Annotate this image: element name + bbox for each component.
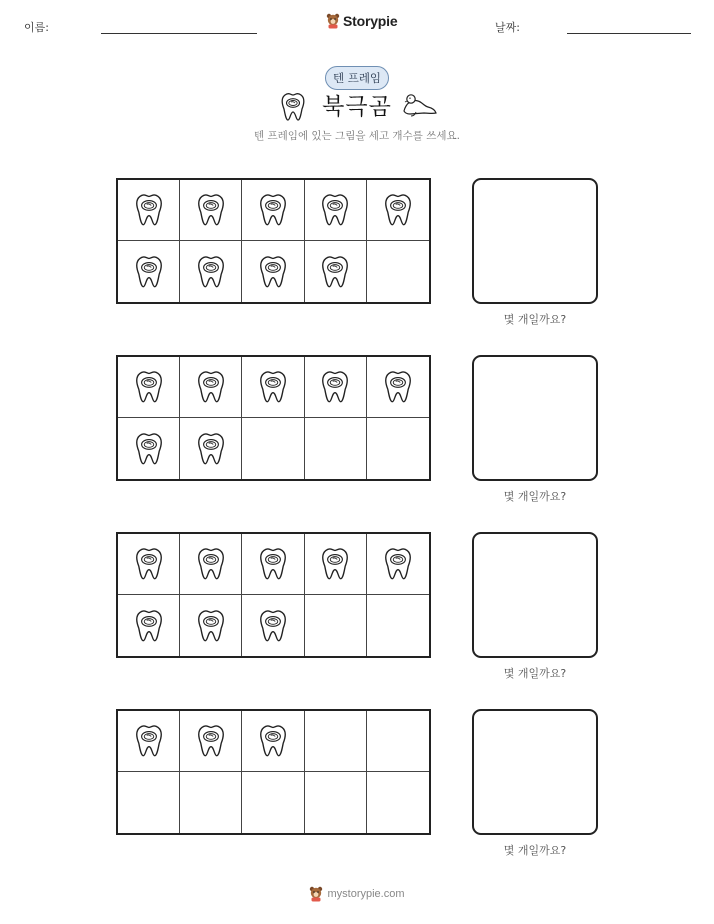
page-title: 북극곰 [322, 94, 392, 120]
tooth-with-meat-icon [320, 370, 350, 404]
tooth-with-meat-icon [258, 547, 288, 581]
ten-frame-cell [367, 595, 429, 656]
ten-frame-cell [242, 241, 304, 302]
footer-url: mystorypie.com [327, 888, 405, 900]
ten-frame-cell [305, 534, 367, 595]
ten-frame-cell [118, 711, 180, 772]
tooth-with-meat-icon [134, 609, 164, 643]
ten-frame-cell [118, 357, 180, 418]
topic-tag [325, 66, 389, 90]
ten-frame-cell [242, 711, 304, 772]
ten-frame-cell [305, 595, 367, 656]
tooth-with-meat-icon [134, 193, 164, 227]
ten-frame-cell [367, 772, 429, 833]
ten-frame-cell [367, 357, 429, 418]
ten-frame [116, 355, 431, 481]
tooth-with-meat-icon [258, 370, 288, 404]
ten-frame-cell [367, 711, 429, 772]
ten-frame-cell [242, 595, 304, 656]
ten-frame-cell [180, 711, 242, 772]
ten-frame-cell [305, 418, 367, 479]
footer [0, 886, 714, 902]
tooth-with-meat-icon [134, 255, 164, 289]
ten-frame-cell [118, 241, 180, 302]
tooth-with-meat-icon [383, 370, 413, 404]
tooth-with-meat-icon [320, 255, 350, 289]
question-label: 몇 개일까요? [503, 490, 567, 503]
tooth-with-meat-icon [383, 547, 413, 581]
ten-frame-cell [367, 180, 429, 241]
tooth-with-meat-icon [196, 255, 226, 289]
ten-frame-cell [305, 180, 367, 241]
answer-box[interactable] [472, 709, 598, 835]
tooth-with-meat-icon [196, 193, 226, 227]
ten-frame-cell [180, 772, 242, 833]
tooth-with-meat-icon [258, 609, 288, 643]
name-label: 이름: [24, 21, 49, 34]
ten-frame-cell [305, 241, 367, 302]
date-line[interactable] [567, 33, 691, 34]
ten-frame-cell [180, 180, 242, 241]
tooth-with-meat-icon [320, 193, 350, 227]
tooth-with-meat-icon [320, 547, 350, 581]
ten-frame-cell [242, 534, 304, 595]
brand [326, 13, 397, 29]
tooth-with-meat-icon [134, 547, 164, 581]
ten-frame-cell [367, 534, 429, 595]
instructions: 텐 프레임에 있는 그림을 세고 개수를 쓰세요. [254, 130, 460, 142]
ten-frame-cell [180, 534, 242, 595]
ten-frame [116, 709, 431, 835]
tooth-with-meat-icon [258, 255, 288, 289]
bear-mascot-icon [326, 13, 340, 29]
ten-frame-cell [118, 595, 180, 656]
tooth-with-meat-icon [196, 547, 226, 581]
ten-frame-cell [118, 772, 180, 833]
question-label: 몇 개일까요? [503, 667, 567, 680]
ten-frame-cell [367, 418, 429, 479]
ten-frame-cell [180, 418, 242, 479]
topic-tag-label: 텐 프레임 [332, 71, 382, 85]
tooth-with-meat-icon [134, 724, 164, 758]
ten-frame-cell [242, 357, 304, 418]
answer-box[interactable] [472, 178, 598, 304]
brand-name: Storypie [343, 13, 398, 29]
ten-frame-cell [118, 534, 180, 595]
tooth-with-meat-icon [196, 609, 226, 643]
ten-frame-cell [180, 595, 242, 656]
ten-frame-cell [367, 241, 429, 302]
ten-frame-cell [305, 772, 367, 833]
answer-box[interactable] [472, 355, 598, 481]
ten-frame-cell [242, 418, 304, 479]
ten-frame-cell [118, 180, 180, 241]
tooth-with-meat-icon [258, 724, 288, 758]
date-label: 날짜: [495, 21, 520, 34]
ten-frame-cell [242, 772, 304, 833]
tooth-with-meat-icon [134, 432, 164, 466]
ten-frame-cell [305, 357, 367, 418]
bear-mascot-icon [309, 886, 323, 902]
ten-frame-cell [242, 180, 304, 241]
ten-frame [116, 532, 431, 658]
ten-frame-cell [118, 418, 180, 479]
question-label: 몇 개일까요? [503, 844, 567, 857]
tooth-with-meat-icon [196, 370, 226, 404]
tooth-with-meat-icon [196, 724, 226, 758]
name-line[interactable] [101, 33, 257, 34]
ten-frame-cell [305, 711, 367, 772]
ten-frame-cell [180, 357, 242, 418]
seal-icon [402, 93, 438, 117]
tooth-with-meat-icon [196, 432, 226, 466]
ten-frame [116, 178, 431, 304]
tooth-with-meat-icon [383, 193, 413, 227]
ten-frame-cell [180, 241, 242, 302]
question-label: 몇 개일까요? [503, 313, 567, 326]
tooth-with-meat-icon [258, 193, 288, 227]
answer-box[interactable] [472, 532, 598, 658]
tooth-with-meat-icon [134, 370, 164, 404]
